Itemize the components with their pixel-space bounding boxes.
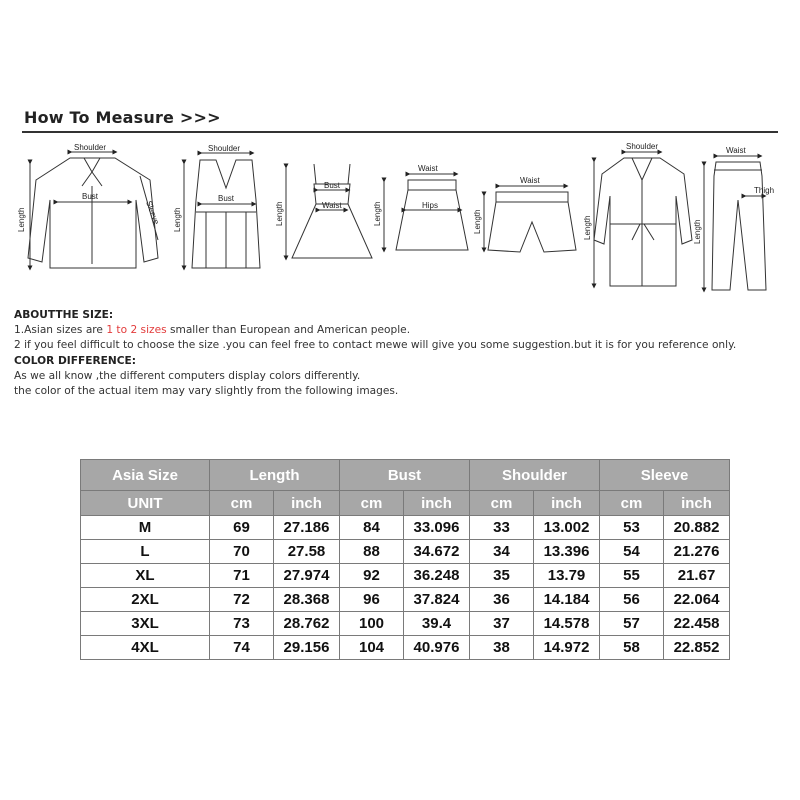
note-line-4: the color of the actual item may vary slightly from the following images. (14, 385, 399, 398)
size-value-cell: 55 (600, 564, 664, 588)
shorts-waist-label: Waist (520, 176, 540, 185)
coat-length-label: Length (583, 215, 592, 240)
tank-shoulder-label: Shoulder (208, 144, 241, 153)
table-header-row (81, 460, 730, 491)
coat-shoulder-label: Shoulder (626, 142, 659, 151)
header-length: Length (210, 460, 340, 491)
note-line-1 (14, 323, 784, 338)
size-value-cell: 57 (600, 612, 664, 636)
size-label-cell: L (81, 540, 210, 564)
tank-top-figure (184, 153, 260, 268)
size-value-cell: 33 (470, 516, 534, 540)
size-value-cell: 28.368 (274, 588, 340, 612)
unit-cell: cm (470, 491, 534, 516)
measurement-figures (17, 140, 780, 300)
size-label-cell: XL (81, 564, 210, 588)
trousers-waist-label: Waist (726, 146, 746, 155)
size-value-cell: 104 (340, 636, 404, 660)
note-line-1-end: smaller than European and American people. (166, 324, 411, 337)
shorts-length-label: Length (473, 209, 482, 234)
strap-dress-figure (286, 164, 372, 258)
size-value-cell: 72 (210, 588, 274, 612)
size-value-cell: 70 (210, 540, 274, 564)
tank-length-label: Length (173, 207, 182, 232)
size-value-cell: 21.276 (664, 540, 730, 564)
size-value-cell: 56 (600, 588, 664, 612)
note-line-1-start: 1.Asian sizes are (14, 324, 107, 337)
table-row (81, 516, 730, 540)
unit-cell: cm (600, 491, 664, 516)
title-divider (22, 131, 778, 133)
table-row (81, 588, 730, 612)
dress-bust-label: Bust (324, 181, 341, 190)
size-value-cell: 20.882 (664, 516, 730, 540)
size-value-cell: 53 (600, 516, 664, 540)
size-value-cell: 22.458 (664, 612, 730, 636)
header-bust: Bust (340, 460, 470, 491)
about-size-heading: ABOUTTHE SIZE: (14, 309, 114, 321)
unit-cell: inch (274, 491, 340, 516)
size-value-cell: 74 (210, 636, 274, 660)
size-value-cell: 27.974 (274, 564, 340, 588)
size-chart-table (80, 459, 730, 660)
header-shoulder: Shoulder (470, 460, 600, 491)
size-value-cell: 14.184 (534, 588, 600, 612)
size-value-cell: 36.248 (404, 564, 470, 588)
blouse-figure (28, 152, 158, 268)
dress-waist-label: Waist (322, 201, 342, 210)
size-value-cell: 34.672 (404, 540, 470, 564)
size-value-cell: 22.852 (664, 636, 730, 660)
trousers-figure (704, 156, 766, 290)
size-value-cell: 96 (340, 588, 404, 612)
size-value-cell: 40.976 (404, 636, 470, 660)
size-value-cell: 54 (600, 540, 664, 564)
header-asia-size: Asia Size (81, 460, 210, 491)
size-label-cell: 3XL (81, 612, 210, 636)
size-value-cell: 84 (340, 516, 404, 540)
unit-cell: inch (664, 491, 730, 516)
coat-figure (594, 152, 692, 286)
dress-length-label: Length (275, 201, 284, 226)
size-value-cell: 27.58 (274, 540, 340, 564)
page-title: How To Measure >>> (24, 108, 221, 127)
header-sleeve: Sleeve (600, 460, 730, 491)
size-value-cell: 100 (340, 612, 404, 636)
size-value-cell: 88 (340, 540, 404, 564)
size-value-cell: 14.972 (534, 636, 600, 660)
size-value-cell: 27.186 (274, 516, 340, 540)
unit-label: UNIT (81, 491, 210, 516)
skirt-waist-label: Waist (418, 164, 438, 173)
size-label-cell: 2XL (81, 588, 210, 612)
size-value-cell: 38 (470, 636, 534, 660)
size-value-cell: 22.064 (664, 588, 730, 612)
size-label-cell: 4XL (81, 636, 210, 660)
table-unit-row (81, 491, 730, 516)
note-line-1-highlight: 1 to 2 sizes (106, 324, 167, 337)
unit-cell: inch (534, 491, 600, 516)
color-difference-heading: COLOR DIFFERENCE: (14, 354, 136, 367)
blouse-bust-label: Bust (82, 192, 99, 201)
size-value-cell: 28.762 (274, 612, 340, 636)
size-value-cell: 58 (600, 636, 664, 660)
skirt-figure (384, 174, 468, 250)
size-value-cell: 13.002 (534, 516, 600, 540)
size-value-cell: 14.578 (534, 612, 600, 636)
size-label-cell: M (81, 516, 210, 540)
size-value-cell: 69 (210, 516, 274, 540)
size-value-cell: 13.79 (534, 564, 600, 588)
trousers-thigh-label: Thigh (754, 186, 775, 195)
size-value-cell: 71 (210, 564, 274, 588)
trousers-length-label: Length (693, 219, 702, 244)
size-value-cell: 35 (470, 564, 534, 588)
size-value-cell: 92 (340, 564, 404, 588)
table-row (81, 612, 730, 636)
unit-cell: cm (340, 491, 404, 516)
size-value-cell: 34 (470, 540, 534, 564)
size-value-cell: 21.67 (664, 564, 730, 588)
size-value-cell: 29.156 (274, 636, 340, 660)
tank-bust-label: Bust (218, 194, 235, 203)
blouse-length-label: Length (17, 207, 26, 232)
size-notes (14, 308, 784, 399)
blouse-shoulder-label: Shoulder (74, 143, 107, 152)
skirt-length-label: Length (373, 201, 382, 226)
skirt-hips-label: Hips (422, 201, 439, 210)
size-value-cell: 37 (470, 612, 534, 636)
table-row (81, 540, 730, 564)
unit-cell: inch (404, 491, 470, 516)
note-line-2: 2 if you feel difficult to choose the size .you can feel free to contact mewe will give you some suggestion.but it is for you reference only. (14, 339, 737, 352)
size-value-cell: 36 (470, 588, 534, 612)
size-value-cell: 73 (210, 612, 274, 636)
blouse-sleeve-label: Sleeve (144, 199, 161, 226)
shorts-figure (484, 186, 576, 252)
garment-illustrations (17, 140, 780, 300)
size-value-cell: 13.396 (534, 540, 600, 564)
size-value-cell: 37.824 (404, 588, 470, 612)
note-line-3: As we all know ,the different computers display colors differently. (14, 369, 361, 382)
table-row (81, 636, 730, 660)
size-value-cell: 33.096 (404, 516, 470, 540)
table-row (81, 564, 730, 588)
unit-cell: cm (210, 491, 274, 516)
size-value-cell: 39.4 (404, 612, 470, 636)
